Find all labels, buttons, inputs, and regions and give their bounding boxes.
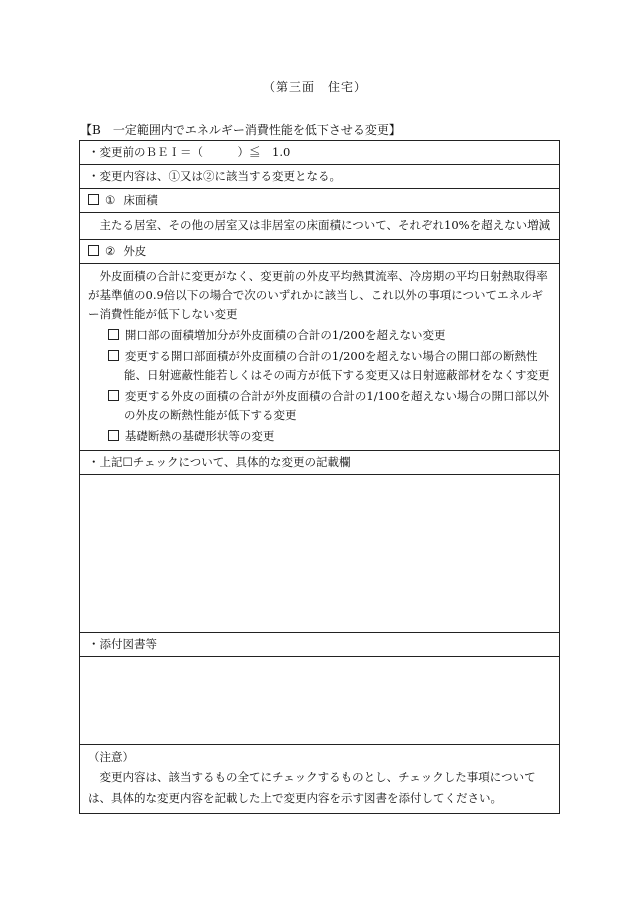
content-line: ・変更内容は、①又は②に該当する変更となる。 <box>88 169 341 183</box>
record-label: ・上記☐チェックについて、具体的な変更の記載欄 <box>88 455 351 469</box>
sub-item <box>88 347 551 385</box>
record-input-area[interactable] <box>80 475 559 633</box>
option1-header-row <box>80 189 559 213</box>
sub-item-text: 変更する開口部面積が外皮面積の合計の1/200を超えない場合の開口部の断熱性能、日射遮蔽性能若しくはその両方が低下する変更又は日射遮蔽部材をなくす変更 <box>124 349 550 382</box>
option1-number: ① <box>105 193 116 207</box>
sub-item-checkbox[interactable] <box>108 329 119 340</box>
bei-line[interactable]: ・変更前のＢＥＩ＝（ ）≦ 1.0 <box>88 145 291 159</box>
record-label-row <box>80 451 559 475</box>
content-row <box>80 165 559 189</box>
sub-item <box>88 427 551 446</box>
option1-description: 主たる居室、その他の居室又は非居室の床面積について、それぞれ10%を超えない増減 <box>99 218 551 232</box>
sub-item <box>88 387 551 425</box>
attach-input-area[interactable] <box>80 657 559 745</box>
option2-description: 外皮面積の合計に変更がなく、変更前の外皮平均熱貫流率、冷房期の平均日射熱取得率が基準値の0.9倍以下の場合で次のいずれかに該当し、これ以外の事項についてエネルギー消費性能が低下しない変更 <box>88 269 548 321</box>
option1-desc-row <box>80 213 559 240</box>
note-title: （注意） <box>88 750 134 764</box>
section-title: 【B 一定範囲内でエネルギー消費性能を低下させる変更】 <box>80 123 401 137</box>
option2-checkbox[interactable] <box>88 245 99 256</box>
option2-number: ② <box>105 244 116 258</box>
sub-item-text: 基礎断熱の基礎形状等の変更 <box>124 429 275 443</box>
attach-label-row <box>80 633 559 657</box>
note-row <box>80 745 559 813</box>
sub-item-checkbox[interactable] <box>108 430 119 441</box>
sub-item-text: 変更する外皮の面積の合計が外皮面積の合計の1/100を超えない場合の開口部以外の外皮の断熱性能が低下する変更 <box>124 389 550 422</box>
option2-label: 外皮 <box>123 244 147 258</box>
sub-item <box>88 326 551 345</box>
sub-item-checkbox[interactable] <box>108 350 119 361</box>
sub-item-checkbox[interactable] <box>108 390 119 401</box>
attach-label: ・添付図書等 <box>88 637 157 651</box>
form-table <box>79 140 560 814</box>
option2-desc-row <box>80 264 559 451</box>
note-text: 変更内容は、該当するもの全てにチェックするものとし、チェックした事項については、具体的な変更内容を記載した上で変更内容を示す図書を添付してください。 <box>88 770 536 805</box>
sub-item-text: 開口部の面積増加分が外皮面積の合計の1/200を超えない変更 <box>124 328 446 342</box>
page-label: （第三面 住宅） <box>262 80 367 94</box>
option1-checkbox[interactable] <box>88 194 99 205</box>
option2-header-row <box>80 240 559 264</box>
bei-row <box>80 141 559 165</box>
option1-label: 床面積 <box>123 193 158 207</box>
